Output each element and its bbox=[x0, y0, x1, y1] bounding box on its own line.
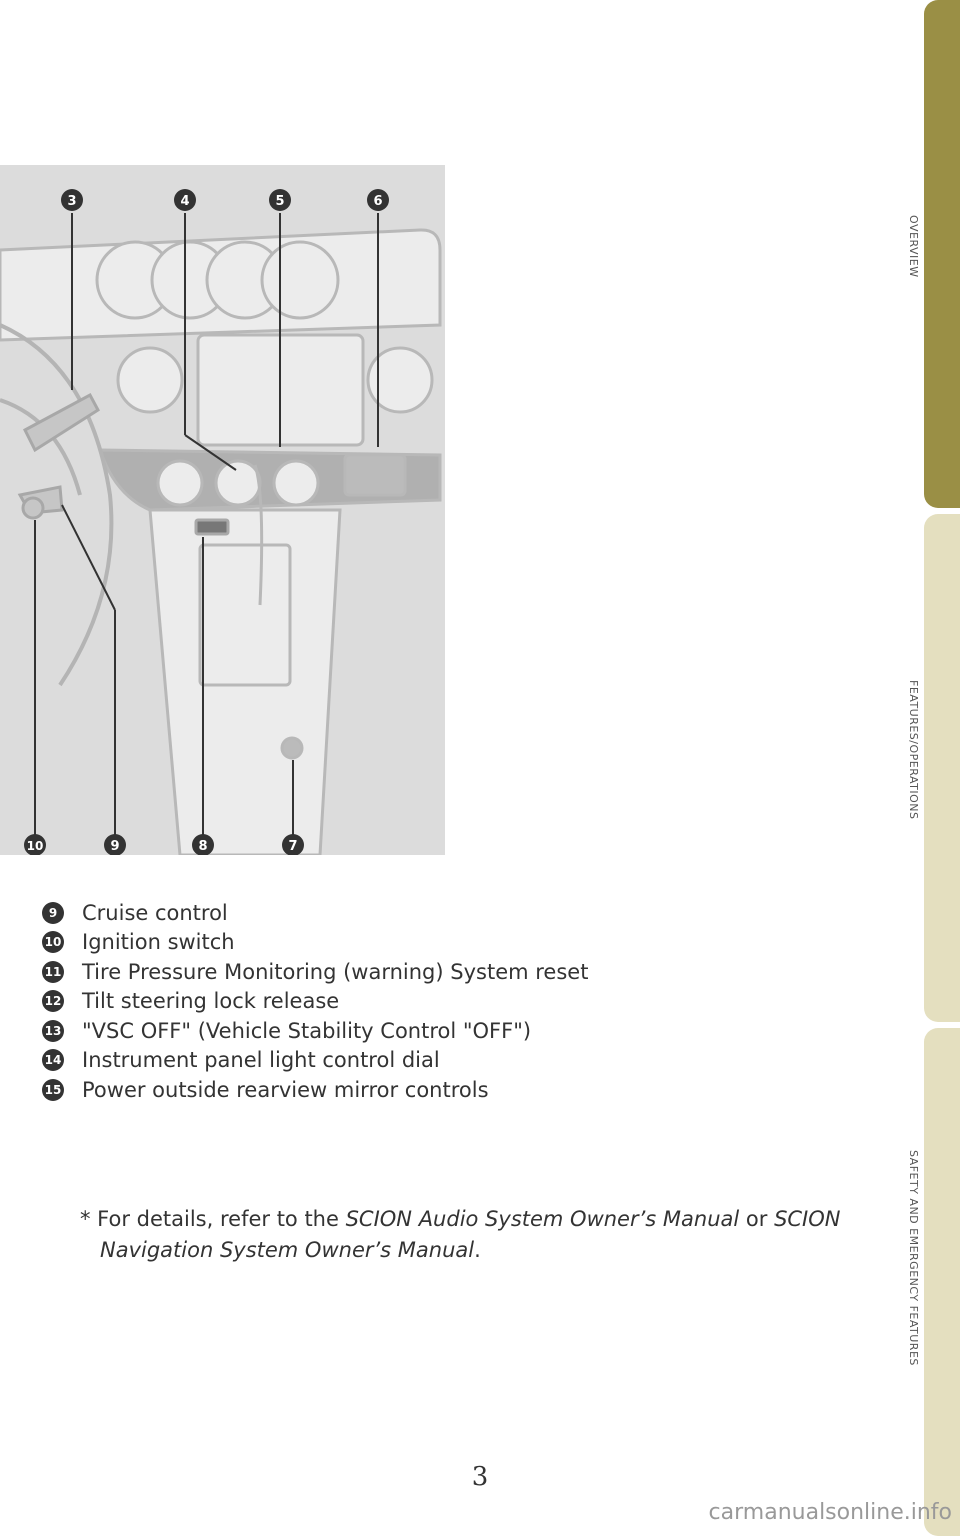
callout-10 bbox=[24, 834, 46, 855]
legend-text: Cruise control bbox=[82, 900, 228, 925]
callout-4 bbox=[174, 189, 196, 211]
number-badge: 9 bbox=[42, 902, 64, 924]
legend-text: Tire Pressure Monitoring (warning) System reset bbox=[82, 959, 589, 984]
legend-item bbox=[42, 928, 588, 958]
nav-manual-title-part2: Navigation System Owner’s Manual bbox=[100, 1238, 475, 1262]
callout-3 bbox=[61, 189, 83, 211]
tab-features-operations[interactable] bbox=[924, 514, 960, 1022]
audio-manual-title: SCION Audio System Owner’s Manual bbox=[345, 1207, 740, 1231]
tab-safety-emergency[interactable] bbox=[924, 1028, 960, 1536]
page-number: 3 bbox=[471, 1462, 489, 1492]
callout-8 bbox=[192, 834, 214, 855]
svg-text:6: 6 bbox=[373, 194, 383, 209]
footnote bbox=[80, 1204, 870, 1266]
svg-text:4: 4 bbox=[180, 194, 190, 209]
callout-9 bbox=[104, 834, 126, 855]
nav-manual-title-part1: SCION bbox=[774, 1207, 841, 1231]
legend-item bbox=[42, 957, 588, 987]
number-badge: 12 bbox=[42, 990, 64, 1012]
legend-item bbox=[42, 898, 588, 928]
tab-label-features: FEATURES/OPERATIONS bbox=[907, 680, 920, 820]
legend-item bbox=[42, 1075, 588, 1105]
tab-label-overview: OVERVIEW bbox=[907, 215, 920, 278]
legend-item bbox=[42, 1016, 588, 1046]
footnote-middle: or bbox=[739, 1207, 775, 1231]
watermark: carmanualsonline.info bbox=[708, 1500, 952, 1525]
number-badge: 11 bbox=[42, 961, 64, 983]
footnote-suffix: . bbox=[474, 1238, 481, 1262]
callout-7 bbox=[282, 834, 304, 855]
legend-text: Instrument panel light control dial bbox=[82, 1048, 440, 1073]
legend-list bbox=[42, 898, 588, 1105]
legend-item bbox=[42, 1046, 588, 1076]
legend-item bbox=[42, 987, 588, 1017]
svg-text:3: 3 bbox=[67, 194, 77, 209]
svg-text:5: 5 bbox=[275, 194, 285, 209]
number-badge: 13 bbox=[42, 1020, 64, 1042]
legend-text: "VSC OFF" (Vehicle Stability Control "OFF") bbox=[82, 1018, 532, 1043]
tab-overview[interactable] bbox=[924, 0, 960, 508]
number-badge: 14 bbox=[42, 1049, 64, 1071]
callout-6 bbox=[367, 189, 389, 211]
dashboard-illustration bbox=[0, 165, 445, 855]
callout-5 bbox=[269, 189, 291, 211]
svg-text:8: 8 bbox=[198, 839, 208, 854]
legend-text: Tilt steering lock release bbox=[82, 989, 340, 1014]
svg-text:9: 9 bbox=[110, 839, 120, 854]
number-badge: 15 bbox=[42, 1079, 64, 1101]
svg-text:10: 10 bbox=[26, 839, 44, 853]
legend-text: Power outside rearview mirror controls bbox=[82, 1077, 489, 1102]
legend-text: Ignition switch bbox=[82, 930, 235, 955]
footnote-prefix: * For details, refer to the bbox=[80, 1207, 346, 1231]
number-badge: 10 bbox=[42, 931, 64, 953]
svg-text:7: 7 bbox=[288, 839, 298, 854]
tab-label-safety: SAFETY AND EMERGENCY FEATURES bbox=[907, 1150, 920, 1366]
